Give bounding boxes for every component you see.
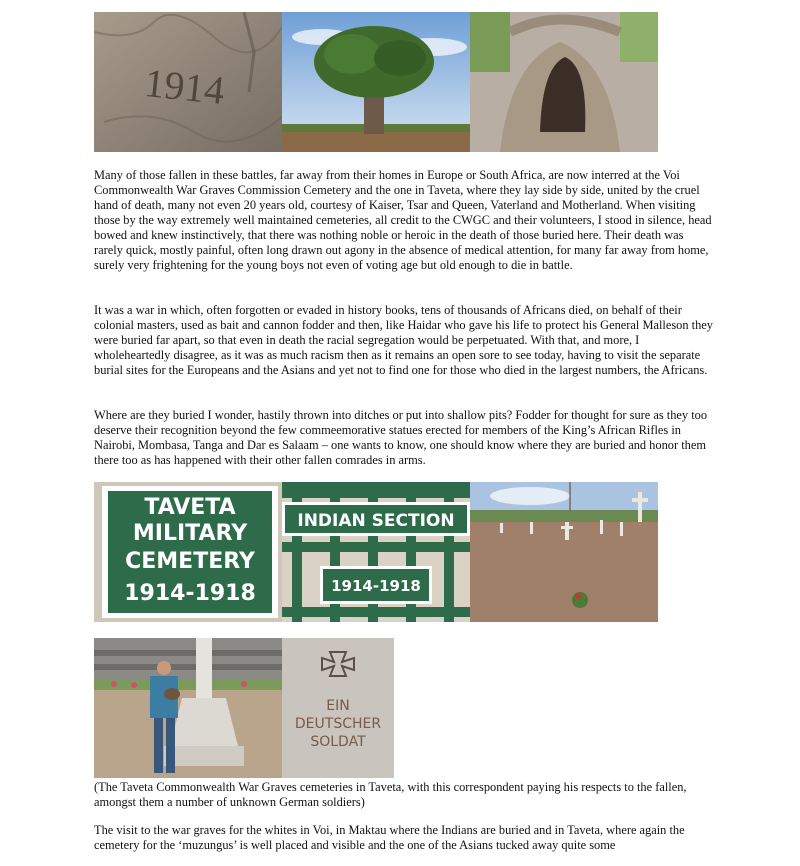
stone-line-1: EIN <box>326 698 350 714</box>
photo-indian-section-sign <box>282 482 470 622</box>
paragraph-3: Where are they buried I wonder, hastily thrown into ditches or put into shallow pits? Fodder for thought for sure as they too deserve their recognition beyond the few commeemorative statues erected for members of the King’s African Rifles in Nairobi, Mombasa, Tanga and Dar es Salaam – one wants to know, one should know where they are buried and honor them there too as has happened with their other fallen comrades in arms. <box>94 408 708 467</box>
stone-line-2: DEUTSCHER <box>294 716 382 732</box>
carved-year-text: 1914 <box>142 59 227 114</box>
paragraph-4: The visit to the war graves for the whites in Voi, in Maktau where the Indians are buried and in Taveta, where again the cemetery for the ‘muzungus’ is well placed and visible and the one of the Asians tucked away quite some <box>94 823 685 852</box>
photo-german-soldier-grave-stone <box>282 638 394 778</box>
photo-baobab-tree <box>282 12 470 152</box>
photo-taveta-military-cemetery-sign <box>94 482 282 622</box>
indian-section-years: 1914-1918 <box>331 577 421 595</box>
sign-line-1: TAVETA <box>144 495 236 520</box>
paragraph-1: Many of those fallen in these battles, far away from their homes in Europe or South Africa, are now interred at the Voi Commonwealth War Graves Commission Cemetery and the one in Taveta, where they lay side by side, united by the cruel hand of death, many not even 20 years old, courtesy of Kaiser, Tsar and Queen, Vaterland and Motherland. When visiting those by the way extremely well maintained cemeteries, all credit to the CWGC and their volunteers, I stood in silence, head bowed and knew instinctively, that there was nothing noble or heroic in the death of those buried here. Their death was rarely quick, mostly painful, often long drawn out agony in the absence of medical attention, for many far away from home, surely very frightening for the young boys not even of voting age but old enough to die in battle. <box>94 168 712 272</box>
photo-cemetery-crosses <box>470 482 658 622</box>
photo-baobab-hollow <box>470 12 658 152</box>
sign-line-4: 1914-1918 <box>124 581 256 606</box>
sign-line-2: MILITARY <box>132 521 248 546</box>
paragraph-2: It was a war in which, often forgotten or evaded in history books, tens of thousands of Africans died, on behalf of their colonial masters, used as bait and cannon fodder and then, like Haidar who gave his life to protect his General Malleson they were buried far apart, so that even in death the racial segregation would be perpetuated. With that, and more, I wholeheartedly disagree, as it was as much racism then as it remains an open sore to see today, having to visit the separate burial sites for the Europeans and the Asians and yet not to find one for those who died in the largest numbers, the Africans. <box>94 303 713 377</box>
photo-correspondent-at-memorial <box>94 638 282 778</box>
sign-line-3: CEMETERY <box>125 549 255 574</box>
photo-caption: (The Taveta Commonwealth War Graves cemeteries in Taveta, with this correspondent paying his respects to the fallen, amongst them a number of unknown German soldiers) <box>94 780 687 809</box>
stone-line-3: SOLDAT <box>310 734 366 750</box>
photo-baobab-trunk-1914 <box>94 12 282 152</box>
indian-section-title: INDIAN SECTION <box>297 511 455 531</box>
